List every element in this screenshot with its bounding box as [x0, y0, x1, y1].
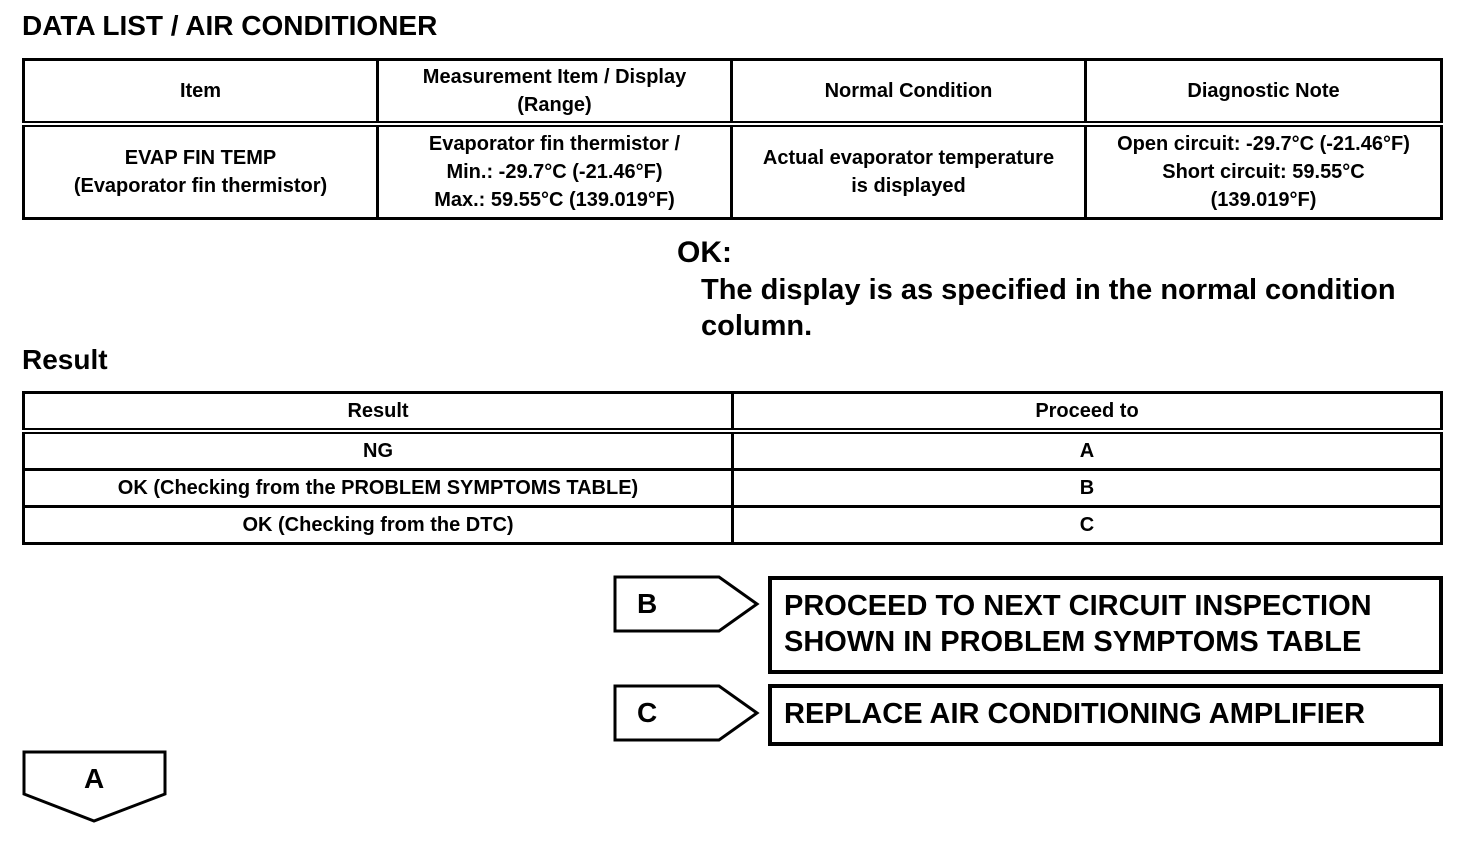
header-measurement: Measurement Item / Display (Range) — [378, 60, 732, 125]
table-row: NG — [24, 431, 733, 470]
cell-item: EVAP FIN TEMP (Evaporator fin thermistor) — [24, 124, 378, 219]
flow-tag-c-letter: C — [637, 697, 658, 728]
page-title: DATA LIST / AIR CONDITIONER — [22, 10, 438, 41]
arrow-right-icon — [613, 684, 761, 742]
result-header-result: Result — [24, 393, 733, 432]
cell-diagnostic-note: Open circuit: -29.7°C (-21.46°F) Short circuit: 59.55°C (139.019°F) — [1086, 124, 1442, 219]
result-table — [22, 391, 1443, 545]
cell-normal-condition: Actual evaporator temperature is displayed — [732, 124, 1086, 219]
action-box-c: REPLACE AIR CONDITIONING AMPLIFIER — [768, 684, 1443, 746]
arrow-right-icon — [613, 575, 761, 633]
table-row: C — [733, 507, 1442, 544]
cell-measurement: Evaporator fin thermistor / Min.: -29.7°C (-21.46°F) Max.: 59.55°C (139.019°F) — [378, 124, 732, 219]
table-row: OK (Checking from the PROBLEM SYMPTOMS TABLE) — [24, 470, 733, 507]
flow-tag-b-letter: B — [637, 588, 658, 619]
flow-tag-a — [22, 750, 168, 824]
ok-description: The display is as specified in the normal condition column. — [701, 274, 1396, 342]
data-list-table — [22, 58, 1443, 220]
result-header-proceed: Proceed to — [733, 393, 1442, 432]
action-box-b: PROCEED TO NEXT CIRCUIT INSPECTION SHOWN IN PROBLEM SYMPTOMS TABLE — [768, 576, 1443, 674]
table-row: B — [733, 470, 1442, 507]
header-diagnostic-note: Diagnostic Note — [1086, 60, 1442, 125]
ok-label: OK: — [677, 236, 732, 269]
flow-tag-b — [613, 575, 761, 633]
result-heading: Result — [22, 344, 108, 375]
table-row: OK (Checking from the DTC) — [24, 507, 733, 544]
flow-tag-c — [613, 684, 761, 742]
header-item: Item — [24, 60, 378, 125]
table-row: A — [733, 431, 1442, 470]
flow-tag-a-letter: A — [84, 763, 105, 794]
header-normal-condition: Normal Condition — [732, 60, 1086, 125]
